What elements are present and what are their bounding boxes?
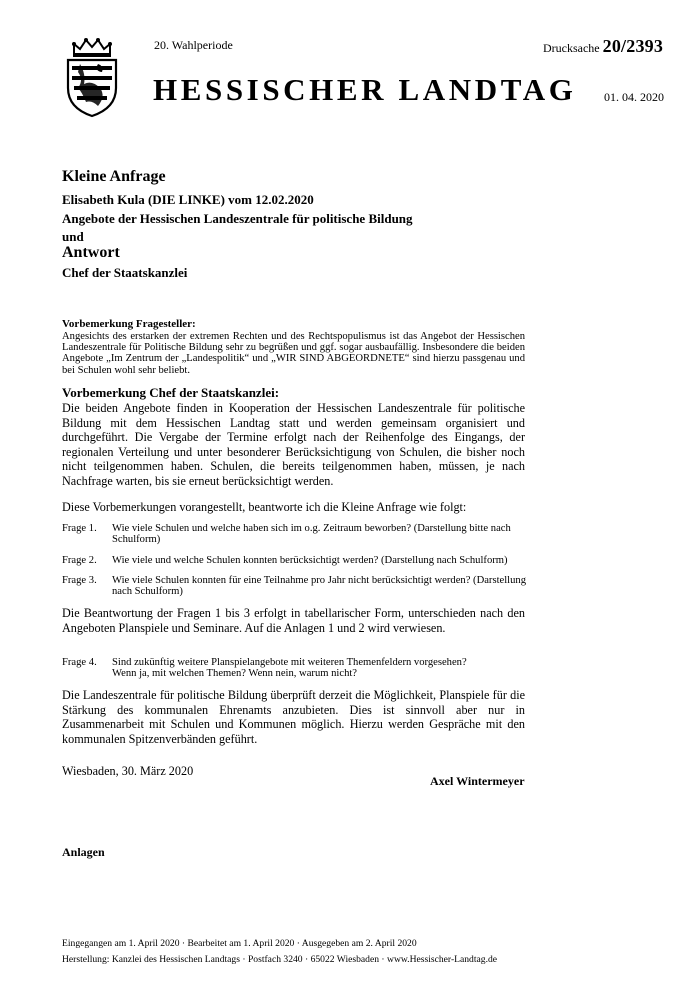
kleine-anfrage-heading: Kleine Anfrage [62,168,166,185]
place-date: Wiesbaden, 30. März 2020 [62,764,194,778]
anlagen-label: Anlagen [62,845,105,859]
frage-text: Wie viele und welche Schulen konnten berücksichtigt werden? (Darstellung nach Schulform) [112,555,508,566]
drucksache-value: 20/2393 [602,36,664,56]
vorbemerkung-fragesteller-text: Angesichts des erstarken der extremen Rechten und des Rechtspopulismus ist das Angebot der Hessischen Landeszentrale für Politische Bildung sehr zu begrüßen und ggf. sogar ausbaufällig. Insbesondere die beiden Angebote „Im Zentrum der „Landespolitik“ und „WIR SIND ABGEORDNETE“ sind hierzu passgenau und bei Schulen wohl sehr beliebt. [62,331,525,376]
frage-item [62,657,527,681]
vorbemerkung-chef-text: Die beiden Angebote finden in Kooperation der Hessischen Landeszentrale für politische Bildung mit dem Hessischen Landtag statt und werden gemeinsam organisiert und durchgeführt. Die Vergabe der Termine erfolgt nach der Reihenfolge des Eingangs, der regionalen Verteilung und unter besonderer Berücksichtigung von Schulen, die bisher noch nicht teilgenommen haben. Schulen, die bereits teilgenommen haben, müssen, je nach Nachfrage warten, bis sie erneut berücksichtigt werden. [62,401,525,488]
drucksache-label: Drucksache [543,41,600,55]
antwort-heading: Antwort [62,244,120,261]
subject-line: Angebote der Hessischen Landeszentrale für politische Bildung [62,211,413,226]
document-date: 01. 04. 2020 [604,90,664,104]
hesse-coat-of-arms-icon [62,36,122,118]
frage-item [62,523,527,547]
author-line: Elisabeth Kula (DIE LINKE) vom 12.02.2020 [62,192,314,207]
frage-text: Wie viele Schulen und welche haben sich im o.g. Zeitraum beworben? (Darstellung bitte nach Schulform) [112,523,511,546]
drucksache-number [543,36,663,57]
footer-publisher: Herstellung: Kanzlei des Hessischen Landtags · Postfach 3240 · 65022 Wiesbaden · www.Hessischer-Landtag.de [62,954,498,965]
frage-item [62,575,527,599]
frage-number: Frage 4. [62,657,97,668]
frage-text: Wie viele Schulen konnten für eine Teilnahme pro Jahr nicht berücksichtigt werden? (Darstellung nach Schulform) [112,575,527,598]
answer-1-3: Die Beantwortung der Fragen 1 bis 3 erfolgt in tabellarischer Form, unterschieden nach den Angeboten Planspiele und Seminare. Auf die Anlagen 1 und 2 wird verwiesen. [62,606,525,635]
transition-text: Diese Vorbemerkungen vorangestellt, beantworte ich die Kleine Anfrage wie folgt: [62,500,467,514]
footer-dates: Eingegangen am 1. April 2020 · Bearbeitet am 1. April 2020 · Ausgegeben am 2. April 2020 [62,938,417,949]
wahlperiode: 20. Wahlperiode [154,38,233,52]
responder-line: Chef der Staatskanzlei [62,265,188,280]
signature: Axel Wintermeyer [430,774,525,788]
frage-item [62,555,527,568]
frage-number: Frage 3. [62,575,97,586]
vorbemerkung-fragesteller-heading: Vorbemerkung Fragesteller: [62,318,196,330]
frage-text: Sind zukünftig weitere Planspielangebote mit weiteren Themenfeldern vorgesehen? Wenn ja, mit welchen Themen? Wenn nein, warum nicht? [112,657,467,680]
frage-number: Frage 1. [62,523,97,534]
vorbemerkung-chef-heading: Vorbemerkung Chef der Staatskanzlei: [62,385,280,400]
document-masthead: HESSISCHER LANDTAG [153,72,577,107]
und-label: und [62,229,84,244]
answer-4: Die Landeszentrale für politische Bildung überprüft derzeit die Möglichkeit, Planspiele für die Stärkung des kommunalen Ehrenamts anzubieten. Dies ist sinnvoll aber nur in Zusammenarbeit mit Schulen und Kommunen möglich. Hierzu werden Gespräche mit den kommunalen Spitzenverbänden geführt. [62,688,525,746]
frage-number: Frage 2. [62,555,97,566]
